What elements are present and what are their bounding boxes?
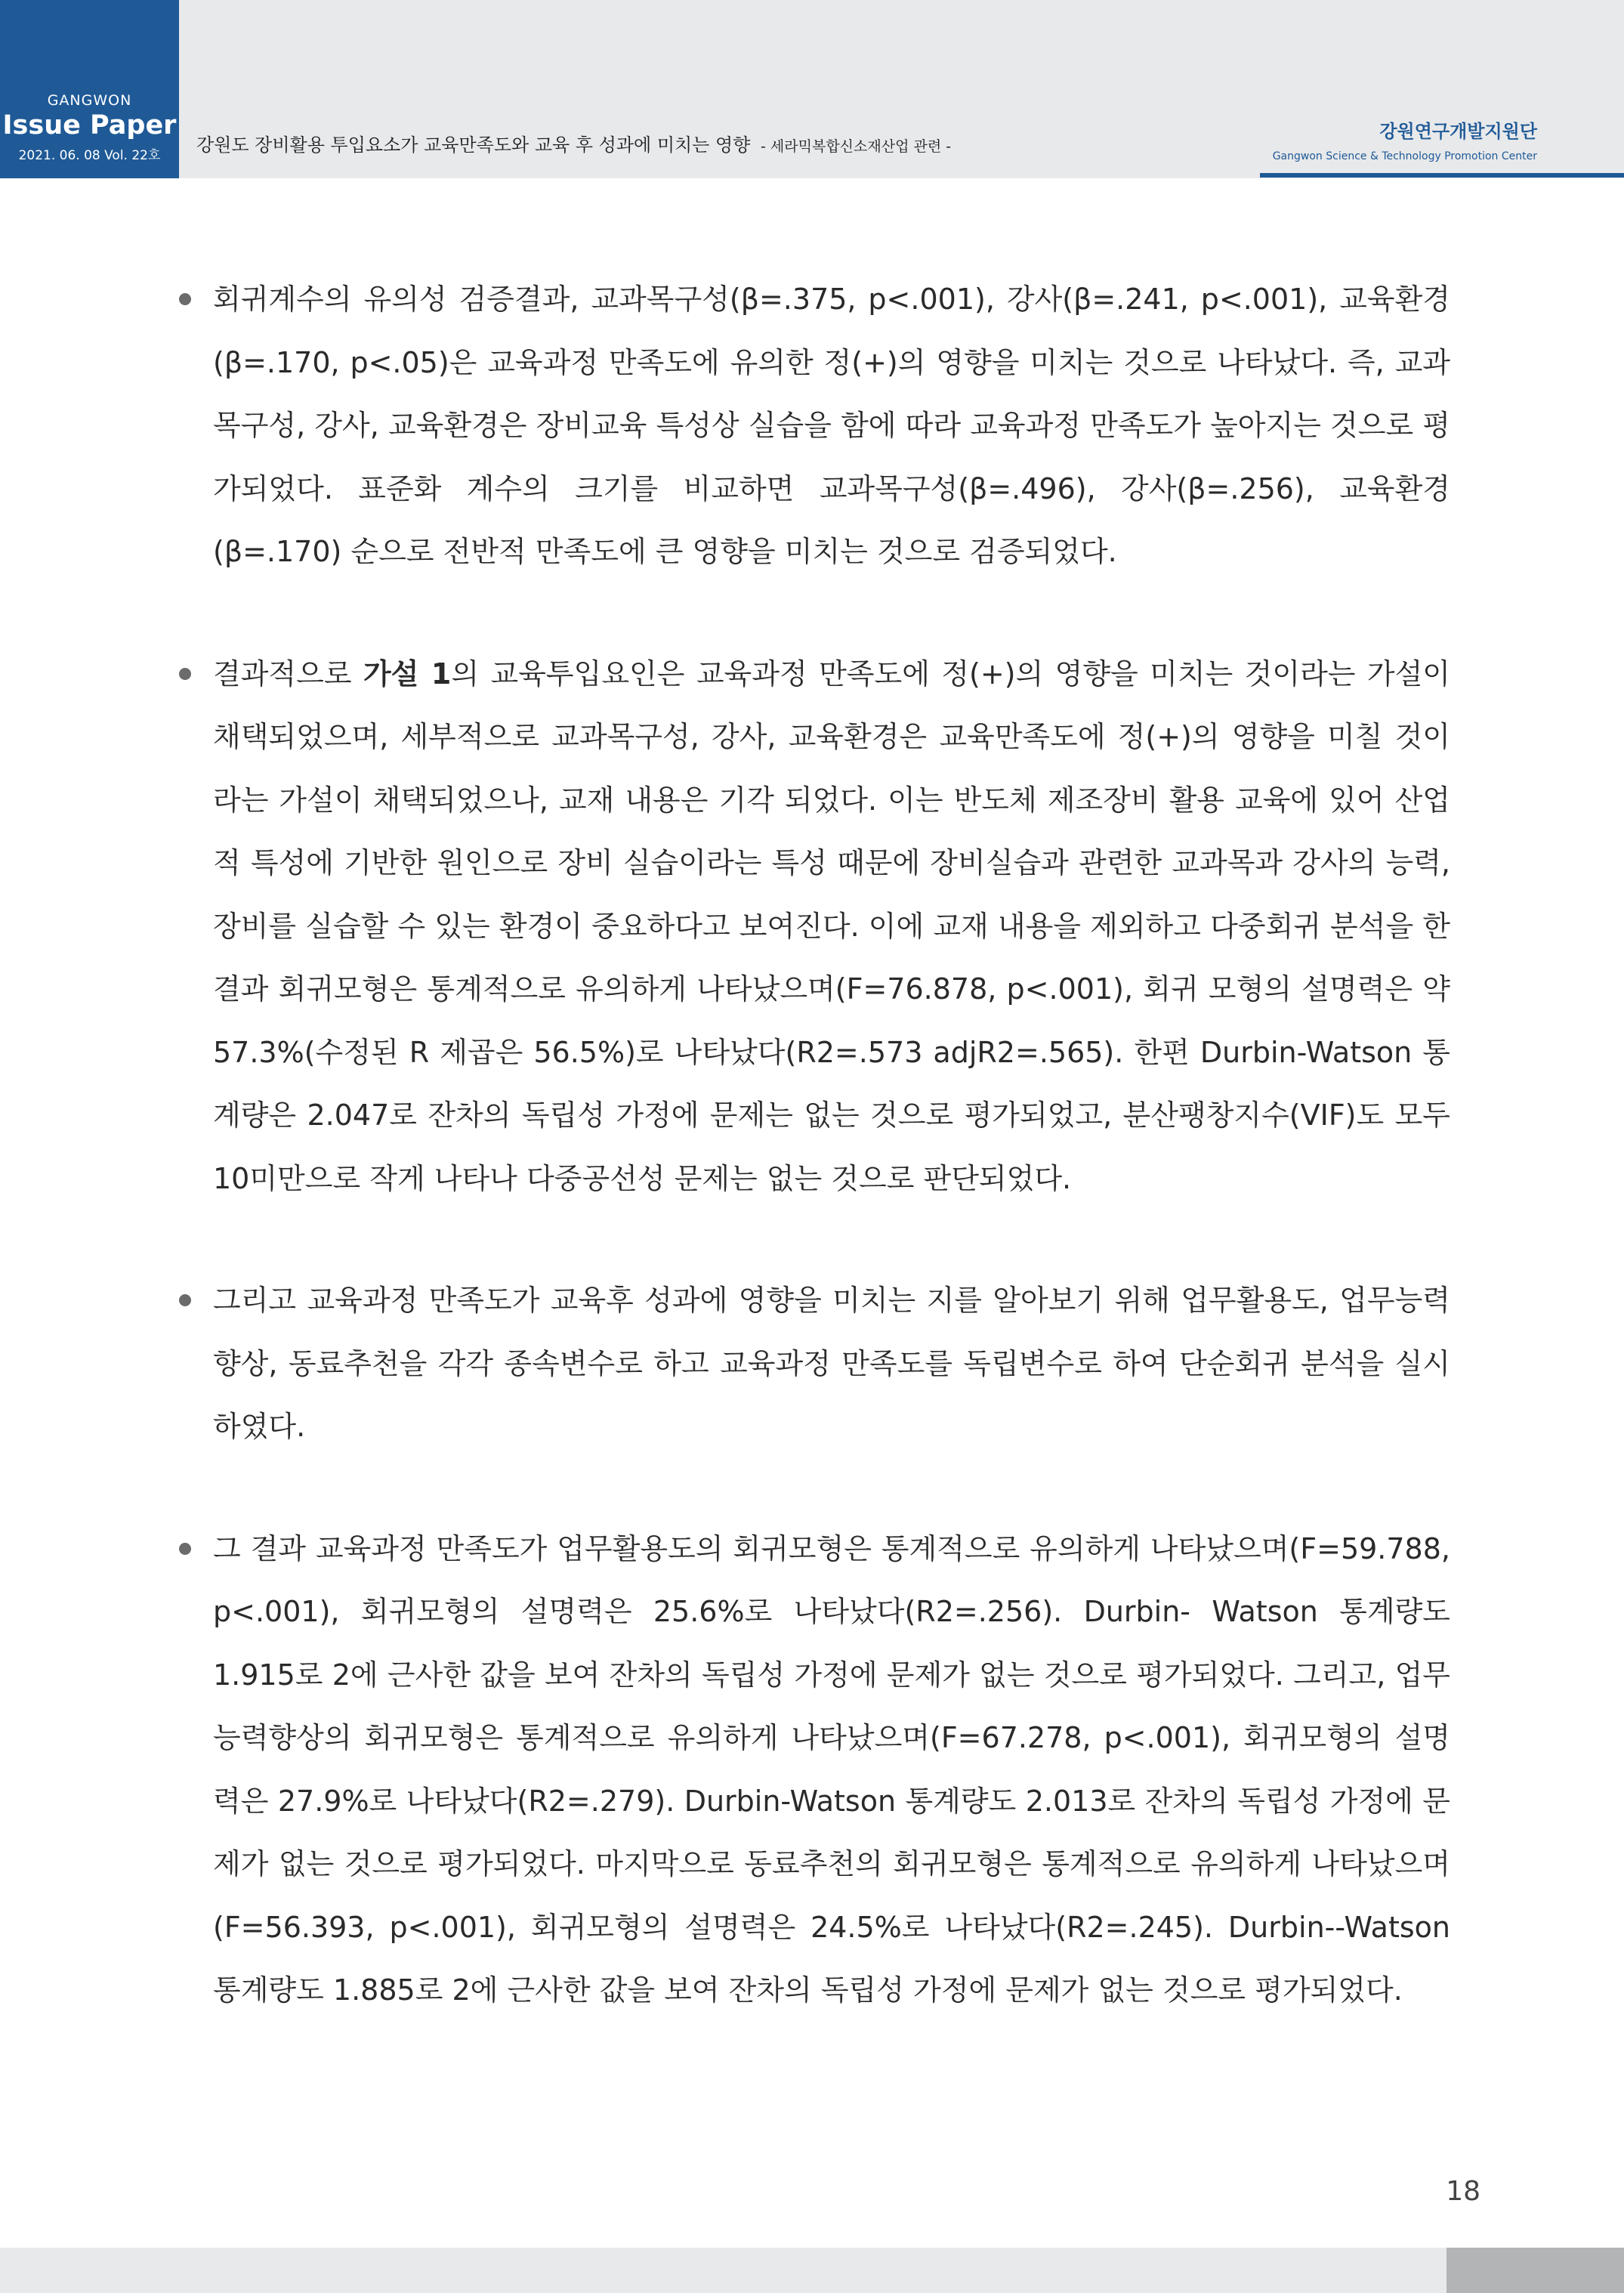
organization-name-en: Gangwon Science & Technology Promotion Center xyxy=(1272,150,1537,162)
brand-main-text: Issue Paper xyxy=(2,110,177,141)
bullet-icon xyxy=(179,668,191,680)
paragraph-hypothesis-result xyxy=(172,643,1450,1211)
footer-bar xyxy=(0,2248,1624,2293)
bullet-icon xyxy=(179,1294,191,1306)
paragraph-text-post: 의 교육투입요인은 교육과정 만족도에 정(+)의 영향을 미치는 것이라는 가설이 채택되었으며, 세부적으로 교과목구성, 강사, 교육환경은 교육만족도에 정(+)의 영향을 미칠 것이라는 가설이 채택되었으나, 교재 내용은 기각 되었다. 이는 반도체 제조장비 활용 교육에 있어 산업적 특성에 기반한 원인으로 장비 실습이라는 특성 때문에 장비실습과 관련한 교과목과 강사의 능력, 장비를 실습할 수 있는 환경이 중요하다고 보여진다. 이에 교재 내용을 제외하고 다중회귀 분석을 한 결과 회귀모형은 통계적으로 유의하게 나타났으며(F=76.878, p<.001), 회귀 모형의 설명력은 약 57.3%(수정된 R 제곱은 56.5%)로 나타났다(R2=.573 adjR2=.565). 한편 Durbin-Watson 통계량은 2.047로 잔차의 독립성 가정에 문제는 없는 것으로 평가되었고, 분산팽창지수(VIF)도 모두 10미만으로 작게 나타나 다중공선성 문제는 없는 것으로 판단되었다. xyxy=(213,657,1451,1195)
main-content xyxy=(172,268,1450,2023)
paragraph-regression-results xyxy=(172,1518,1450,2023)
subtitle-text: - 세라믹복합신소재산업 관련 - xyxy=(761,138,952,155)
brand-top-text: GANGWON xyxy=(47,92,132,109)
paragraph-text: 그 결과 교육과정 만족도가 업무활용도의 회귀모형은 통계적으로 유의하게 나타났으며(F=59.788, p<.001), 회귀모형의 설명력은 25.6%로 나타났다(R2=.256). Durbin- Watson 통계량도 1.915로 2에 근사한 값을 보여 잔차의 독립성 가정에 문제가 없는 것으로 평가되었다. 그리고, 업무능력향상의 회귀모형은 통계적으로 유의하게 나타났으며(F=67.278, p<.001), 회귀모형의 설명력은 27.9%로 나타났다(R2=.279). Durbin-Watson 통계량도 2.013로 잔차의 독립성 가정에 문제가 없는 것으로 평가되었다. 마지막으로 동료추천의 회귀모형은 통계적으로 유의하게 나타났으며(F=56.393, p<.001), 회귀모형의 설명력은 24.5%로 나타났다(R2=.245). Durbin--Watson 통계량도 1.885로 2에 근사한 값을 보여 잔차의 독립성 가정에 문제가 없는 것으로 평가되었다. xyxy=(213,1531,1450,2007)
page-number: 18 xyxy=(1446,2176,1480,2207)
hypothesis-label: 가설 1 xyxy=(363,657,452,691)
paragraph-regression-significance xyxy=(172,268,1450,584)
bullet-icon xyxy=(179,293,191,305)
bullet-icon xyxy=(179,1543,191,1555)
issue-date: 2021. 06. 08 Vol. 22호 xyxy=(18,148,161,163)
title-text: 강원도 장비활용 투입요소가 교육만족도와 교육 후 성과에 미치는 영향 xyxy=(196,134,751,156)
page-header xyxy=(0,0,1624,178)
organization-name-ko: 강원연구개발지원단 xyxy=(1379,121,1537,142)
paragraph-simple-regression xyxy=(172,1269,1450,1459)
issue-paper-logo xyxy=(0,0,179,178)
header-accent-line xyxy=(1260,173,1624,178)
paragraph-text: 그리고 교육과정 만족도가 교육후 성과에 영향을 미치는 지를 알아보기 위해 업무활용도, 업무능력향상, 동료추천을 각각 종속변수로 하고 교육과정 만족도를 독립변수로 하여 단순회귀 분석을 실시하였다. xyxy=(213,1284,1450,1443)
organization-logo xyxy=(1273,116,1537,162)
paragraph-text-pre: 결과적으로 xyxy=(213,657,363,691)
footer-accent xyxy=(1446,2248,1624,2293)
paragraph-text: 회귀계수의 유의성 검증결과, 교과목구성(β=.375, p<.001), 강사(β=.241, p<.001), 교육환경(β=.170, p<.05)은 교육과정 만족도에 유의한 정(+)의 영향을 미치는 것으로 나타났다. 즉, 교과목구성, 강사, 교육환경은 장비교육 특성상 실습을 함에 따라 교육과정 만족도가 높아지는 것으로 평가되었다. 표준화 계수의 크기를 비교하면 교과목구성(β=.496), 강사(β=.256), 교육환경(β=.170) 순으로 전반적 만족도에 큰 영향을 미치는 것으로 검증되었다. xyxy=(213,283,1450,568)
document-title xyxy=(196,130,951,156)
